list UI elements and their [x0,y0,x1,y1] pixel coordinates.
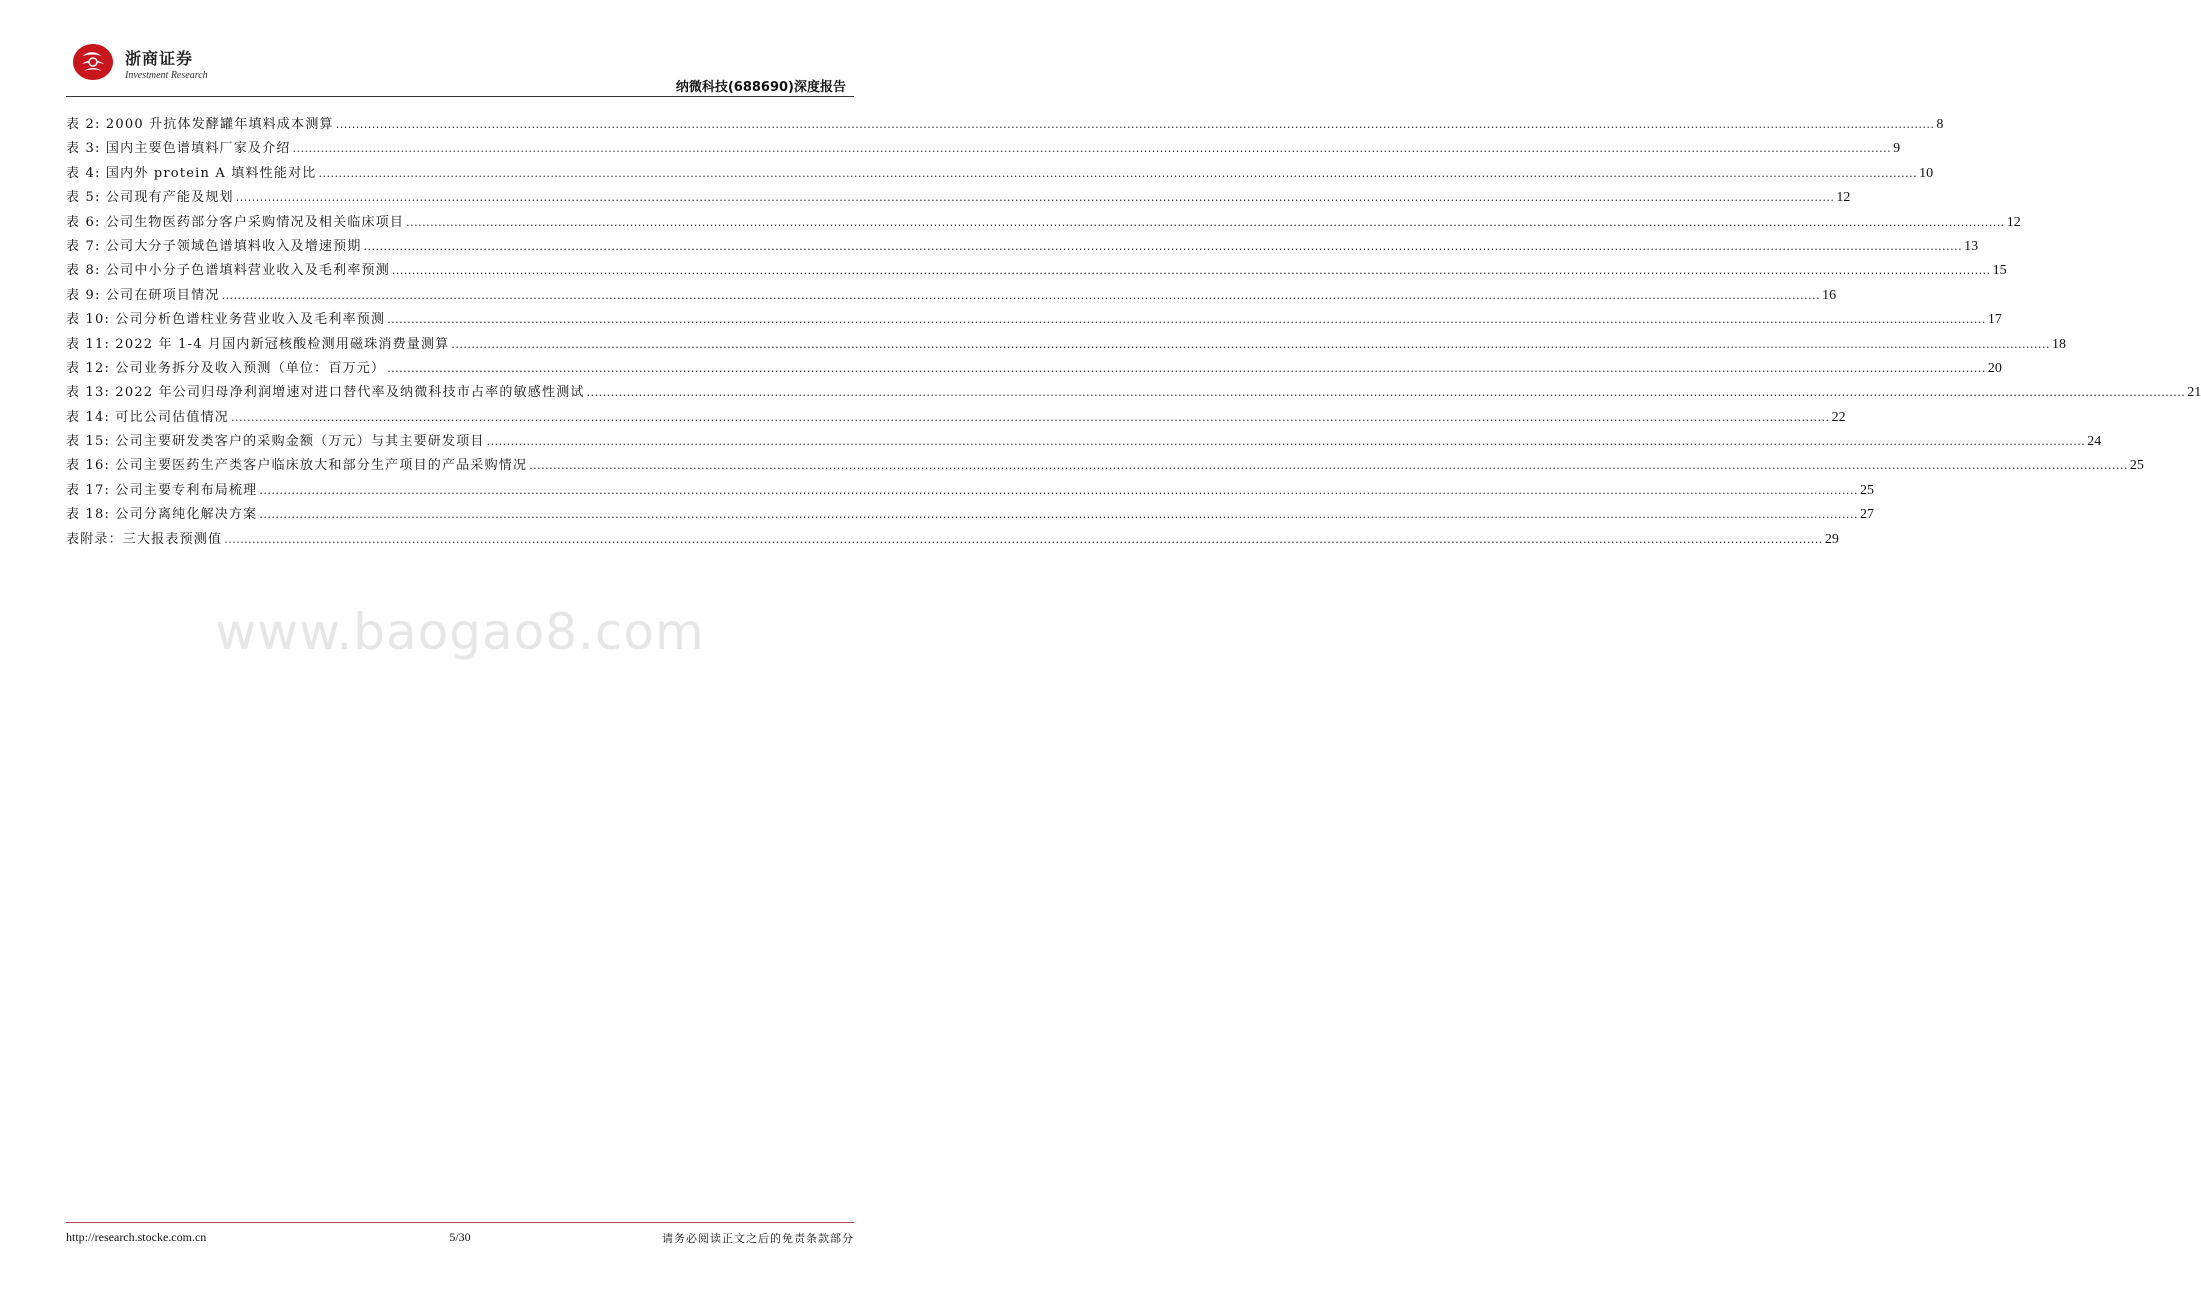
toc-dot-leader: ................................................................................................................................................................................................................................................................................................................................................................................................................ [231,410,1830,424]
toc-entry-label: 表 3: 国内主要色谱填料厂家及介绍 [66,141,291,157]
toc-entry[interactable] [66,528,1839,552]
toc-entry[interactable] [66,284,1837,308]
toc-entry-page: 29 [1824,531,1839,547]
toc-dot-leader: ................................................................................................................................................................................................................................................................................................................................................................................................................ [224,532,1823,546]
toc-entry-label: 表 4: 国内外 protein A 填料性能对比 [66,165,317,181]
toc-dot-leader: ................................................................................................................................................................................................................................................................................................................................................................................................................ [451,337,2051,351]
toc-entry-label: 表 9: 公司在研项目情况 [66,287,220,303]
brand-name: 浙商证券 [125,49,194,68]
toc-entry-page: 8 [1936,117,1944,132]
toc-entry-label: 表 8: 公司中小分子色谱填料营业收入及毛利率预测 [66,263,390,279]
toc-entry[interactable] [66,308,2002,332]
toc-entry[interactable] [66,406,1846,430]
toc-entry[interactable] [66,211,2021,235]
toc-dot-leader: ................................................................................................................................................................................................................................................................................................................................................................................................................ [292,142,1892,156]
toc-entry-page: 20 [1987,360,2002,376]
toc-entry-page: 12 [2006,214,2021,230]
header-divider [66,96,854,97]
brand-subtitle: Investment Research [125,70,208,81]
toc-entry[interactable] [66,454,2144,478]
toc-dot-leader: ................................................................................................................................................................................................................................................................................................................................................................................................................ [486,435,2086,449]
toc-entry-label: 表 13: 2022 年公司归母净利润增速对进口替代率及纳微科技市占率的敏感性测试 [66,385,585,401]
toc-entry[interactable] [66,333,2067,357]
toc-dot-leader: ................................................................................................................................................................................................................................................................................................................................................................................................................ [235,191,1835,205]
toc-entry[interactable] [66,186,1851,210]
toc-entry-label: 表 10: 公司分析色谱柱业务营业收入及毛利率预测 [66,312,386,328]
toc-dot-leader: ................................................................................................................................................................................................................................................................................................................................................................................................................ [363,239,1963,253]
toc-entry-label: 表 5: 公司现有产能及规划 [66,190,234,206]
footer-divider [66,1222,854,1223]
toc-entry-page: 9 [1893,141,1901,157]
toc-dot-leader: ................................................................................................................................................................................................................................................................................................................................................................................................................ [221,288,1821,302]
toc-entry-page: 10 [1919,165,1934,181]
toc-entry-label: 表 15: 公司主要研发类客户的采购金额（万元）与其主要研发项目 [66,434,485,450]
toc-entry[interactable] [66,259,2007,283]
report-title: 纳微科技(688690)深度报告 [675,80,846,95]
toc-entry[interactable] [66,235,1979,259]
toc-entry[interactable] [66,137,1901,161]
toc-entry-label: 表 6: 公司生物医药部分客户采购情况及相关临床项目 [66,214,405,230]
toc-entry-label: 表 17: 公司主要专利布局梳理 [66,482,258,498]
toc-entry[interactable] [66,381,2201,405]
footer-url-link[interactable]: http://research.stocke.com.cn [66,1230,207,1244]
toc-entry[interactable] [66,479,1875,503]
toc-entry-page: 22 [1831,409,1846,425]
page-header [0,0,920,100]
toc-entry[interactable] [66,357,2002,381]
toc-dot-leader: ................................................................................................................................................................................................................................................................................................................................................................................................................ [387,361,1986,375]
toc-entry-page: 17 [1987,312,2002,328]
toc-entry-label: 表 14: 可比公司估值情况 [66,409,229,425]
zheshang-logo-icon [70,42,116,82]
toc-dot-leader: ................................................................................................................................................................................................................................................................................................................................................................................................................ [529,459,2128,473]
toc-entry[interactable] [66,113,1944,137]
toc-entry[interactable] [66,503,1875,527]
toc-dot-leader: ................................................................................................................................................................................................................................................................................................................................................................................................................ [318,166,1918,180]
toc-entry-label: 表 12: 公司业务拆分及收入预测（单位：百万元） [66,360,386,376]
toc-entry-page: 18 [2052,336,2067,352]
toc-entry[interactable] [66,430,2102,454]
toc-entry-page: 16 [1822,287,1837,303]
toc-entry-page: 24 [2087,434,2102,450]
page-number: 5/30 [449,1230,471,1244]
toc-entry-label: 表附录：三大报表预测值 [66,531,223,547]
toc-dot-leader: ................................................................................................................................................................................................................................................................................................................................................................................................................ [259,483,1859,497]
toc-entry-label: 表 18: 公司分离纯化解决方案 [66,507,258,523]
toc-dot-leader: ................................................................................................................................................................................................................................................................................................................................................................................................................ [586,386,2186,400]
toc-entry-page: 13 [1964,238,1979,254]
toc-entry-page: 25 [1860,482,1875,498]
table-of-tables [66,113,2201,552]
toc-entry-page: 21 [2187,385,2201,401]
toc-entry-page: 15 [1992,263,2007,279]
toc-entry-page: 25 [2129,458,2144,474]
toc-entry-label: 表 16: 公司主要医药生产类客户临床放大和部分生产项目的产品采购情况 [66,458,528,474]
toc-entry-page: 12 [1836,190,1851,206]
toc-dot-leader: ................................................................................................................................................................................................................................................................................................................................................................................................................ [387,313,1986,327]
toc-dot-leader: ................................................................................................................................................................................................................................................................................................................................................................................................................ [391,264,1991,278]
toc-entry-label: 表 2: 2000 升抗体发酵罐年填料成本测算 [66,117,334,132]
toc-entry-page: 27 [1860,507,1875,523]
toc-dot-leader: ................................................................................................................................................................................................................................................................................................................................................................................................................ [406,215,2005,229]
footer-disclaimer: 请务必阅读正文之后的免责条款部分 [662,1232,854,1245]
watermark-text: www.baogao8.com [215,603,705,661]
toc-entry-label: 表 11: 2022 年 1-4 月国内新冠核酸检测用磁珠消费量测算 [66,336,450,352]
toc-entry-label: 表 7: 公司大分子领域色谱填料收入及增速预期 [66,238,362,254]
toc-dot-leader: ................................................................................................................................................................................................................................................................................................................................................................................................................ [259,508,1859,522]
toc-entry[interactable] [66,162,1934,186]
toc-dot-leader: ................................................................................................................................................................................................................................................................................................................................................................................................................ [335,118,1935,131]
